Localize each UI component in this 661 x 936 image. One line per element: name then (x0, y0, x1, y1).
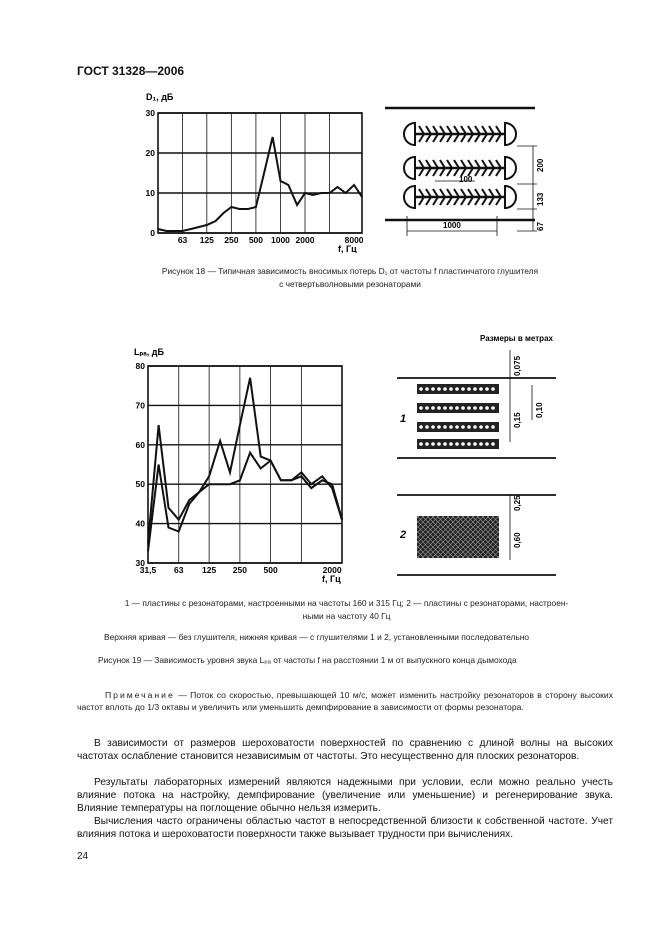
paragraph-3: Вычисления часто ограничены областью частот в непосредственной близости к собственной частоте. Учет влияния потока и шероховатости поверхности также вызывает трудности при вычислениях. (77, 816, 613, 841)
dim-060: 0,60 (513, 532, 522, 548)
label-2: 2 (400, 529, 407, 541)
figure18-xlabel: f, Гц (338, 244, 357, 253)
dim-0075: 0,075 (513, 355, 522, 376)
figure19-lower-curve (148, 453, 342, 552)
paragraph-2: Результаты лабораторных измерений являются надежными при условии, если можно реально учесть влияние потока на настройку, демпфирование (увеличение или уменьшение) и регенерирование звука. Влияние температуры на поглощение обычно нельзя измерить. (77, 777, 613, 815)
figure18-ytick-label: 30 (145, 108, 155, 118)
dim-133: 133 (536, 192, 545, 206)
figure19-xtick-label: 63 (174, 565, 184, 575)
dim-015: 0,15 (513, 412, 522, 428)
plate-end-left (404, 123, 415, 145)
figure19-xtick-label: 31,5 (139, 565, 157, 575)
sizes-title: Размеры в метрах (480, 334, 553, 343)
figure19-xtick-label: 2000 (322, 565, 342, 575)
note-block (77, 689, 613, 713)
label-1: 1 (400, 413, 407, 425)
figure19-diagram (380, 330, 570, 580)
figure18-plot-frame (158, 113, 362, 233)
figure19-ytick-label: 40 (135, 518, 145, 529)
figure18-caption-line2: с четвертьволновыми резонаторами (279, 279, 421, 289)
dim-1000: 1000 (443, 221, 461, 230)
figure19-curves-note: Верхняя кривая — без глушителя, нижняя кривая — с глушителями 1 и 2, установленными последовательно (104, 632, 530, 642)
plate-end-right (505, 157, 516, 179)
figure18-grid (158, 113, 362, 233)
dim-100: 100 (459, 175, 473, 184)
note-label: Примечание (105, 690, 175, 700)
figure18-xtick-label: 500 (248, 235, 264, 245)
figure19-ytick-label: 60 (135, 439, 145, 450)
figure18-diagram (385, 96, 565, 246)
figure18-ytick-label: 0 (150, 228, 155, 238)
figure18-caption-line1: Рисунок 18 — Типичная зависимость вносимых потерь D₁ от частоты f пластинчатого глушителя (161, 266, 539, 276)
figure18-xtick-label: 125 (199, 235, 214, 245)
figure18-xtick-label: 250 (224, 235, 239, 245)
paragraph-1: В зависимости от размеров шероховатости поверхностей по сравнению с длиной волны на высоких частотах ослабление становится независимым от частоты. Это несущественно для плоских резонаторов. (77, 738, 613, 763)
dim-025: 0,25 (513, 495, 522, 511)
page-number: 24 (77, 851, 89, 862)
figure19-legend-line2: ными на частоту 40 Гц (302, 611, 391, 621)
plate-end-right (505, 123, 516, 145)
figure19-ylabel: Lₚₐ, дБ (134, 347, 164, 357)
resonator-plate-rows (417, 384, 499, 449)
figure19-xtick-label: 125 (202, 565, 217, 575)
figure18-xtick-label: 2000 (295, 235, 315, 245)
dim-010: 0,10 (535, 402, 544, 418)
figure19-legend-line1: 1 — пластины с резонаторами, настроенными на частоты 160 и 315 Гц; 2 — пластины с резонаторами, настроен- (124, 598, 569, 608)
figure19-xtick-label: 500 (263, 565, 278, 575)
figure19-ytick-label: 50 (135, 479, 145, 490)
figure19-upper-curve (148, 378, 342, 544)
figure18-ytick-label: 10 (145, 188, 155, 198)
dim-67: 67 (536, 222, 545, 231)
figure19-ytick-label: 80 (135, 361, 145, 371)
plate-end-right (505, 186, 516, 208)
figure18-chart (140, 88, 370, 253)
resonator-plates (404, 123, 516, 208)
figure19-chart (118, 342, 358, 584)
figure19-xtick-label: 250 (232, 565, 247, 575)
figure18-ylabel: D₁, дБ (146, 92, 174, 102)
document-header: ГОСТ 31328—2006 (77, 64, 185, 78)
figure19-caption: Рисунок 19 — Зависимость уровня звука Lₚₐ от частоты f на расстоянии 1 м от выпускного конца дымохода (98, 655, 517, 665)
note-text: — Поток со скоростью, превышающей 10 м/с, может изменить настройку резонаторов в сторону высоких частот вплоть до 1/3 октавы и увеличить или уменьшить демпфирование в зависимости от формы резонатора. (77, 690, 613, 712)
figure19-ytick-label: 70 (135, 400, 145, 411)
plate-end-left (404, 157, 415, 179)
figure18-tick-labels (146, 108, 364, 245)
figure19-tick-labels (136, 361, 342, 575)
figure19-xlabel: f, Гц (322, 574, 341, 584)
figure19-ytick-label: 30 (135, 558, 145, 568)
plate-end-left (404, 186, 415, 208)
dim-200: 200 (536, 158, 545, 172)
figure18-series-line (158, 137, 362, 231)
figure18-xtick-label: 63 (177, 235, 188, 245)
figure18-xtick-label: 1000 (270, 235, 290, 245)
figure18-xtick-label: 8000 (344, 235, 364, 245)
figure18-ytick-label: 20 (145, 148, 155, 158)
